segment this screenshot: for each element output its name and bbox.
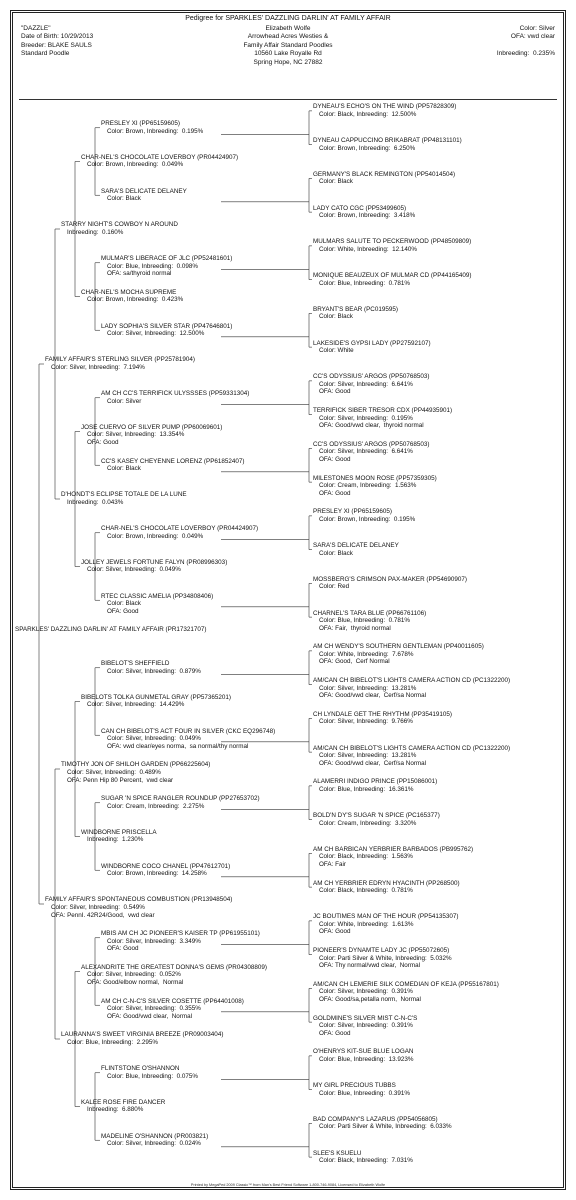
dog-name: MONIQUE BEAUZEUX OF MULMAR CD (PP44165409) <box>313 272 472 280</box>
dog-detail: Color: Black <box>319 313 353 321</box>
dog-entry <box>101 255 232 278</box>
dog-detail: Color: Brown, Inbreeding: 6.250% <box>319 144 416 152</box>
dog-name: WINDBORNE PRISCELLA <box>81 828 157 836</box>
dog-name: AM CH CC'S TERRIFICK ULYSSSES (PP59331304) <box>101 390 250 398</box>
dog-name: MILESTONES MOON ROSE (PP57359305) <box>313 474 437 482</box>
dog-detail: OFA: Good/vwd clear, thyroid normal <box>319 422 424 430</box>
dog-name: AM CH C-N-C'S SILVER COSETTE (PP64401008) <box>101 997 244 1005</box>
dog-name: AM/CAN CH BIBELOT'S LIGHTS CAMERA ACTION CD (PC1322200) <box>313 744 511 752</box>
dog-entry <box>101 998 244 1021</box>
dog-name: CH LYNDALE GET THE RHYTHM (PP35419105) <box>313 710 452 718</box>
dog-detail: Color: Blue, Inbreeding: 16.361% <box>319 785 414 793</box>
dog-detail: Inbreeding: 0.043% <box>67 498 124 506</box>
left-line: Date of Birth: 10/29/2013 <box>21 33 94 41</box>
dog-entry <box>313 475 437 498</box>
dog-entry <box>313 205 415 220</box>
dog-detail: Color: Silver, Inbreeding: 13.281% <box>319 684 417 692</box>
dog-name: AM CH BARBICAN YERBRIER BARBADOS (PB995762) <box>313 845 474 853</box>
dog-detail: Color: Silver, Inbreeding: 0.049% <box>87 566 181 574</box>
dog-name: CAN CH BIBELOT'S ACT FOUR IN SILVER (CKC EQ296748) <box>101 727 276 735</box>
dog-entry <box>313 880 460 895</box>
dog-entry <box>101 120 203 135</box>
dog-detail: OFA: Good <box>107 945 139 953</box>
dog-entry <box>101 1133 208 1148</box>
dog-entry <box>313 238 471 253</box>
dog-detail: OFA: Good <box>319 928 351 936</box>
dog-detail: Color: Brown, Inbreeding: 0.049% <box>107 532 204 540</box>
dog-detail: OFA: Good/vwd clear, Normal <box>107 1012 193 1020</box>
dog-name: SUGAR 'N SPICE RANGLER ROUNDUP (PP27653702) <box>101 795 260 803</box>
dog-detail: Color: Blue, Inbreeding: 0.391% <box>319 1089 411 1097</box>
dog-name: FAMILY AFFAIR'S STERLING SILVER (PP25781904) <box>45 356 195 364</box>
dog-entry <box>313 1116 452 1131</box>
dog-detail: OFA: Good <box>319 489 351 497</box>
dog-detail: Color: Cream, Inbreeding: 3.320% <box>319 819 417 827</box>
dog-name: O'HENRYS KIT-SUE BLUE LOGAN <box>313 1048 414 1056</box>
dog-name: AM CH WENDY'S SOUTHERN GENTLEMAN (PP40011605) <box>313 643 484 651</box>
dog-detail: Inbreeding: 6.880% <box>87 1106 144 1114</box>
dog-entry <box>313 778 437 793</box>
dog-entry <box>313 947 452 970</box>
dog-entry <box>81 289 183 304</box>
dog-entry <box>313 542 399 557</box>
dog-entry <box>101 863 230 878</box>
dog-name: BIBELOT'S SHEFFIELD <box>101 660 170 668</box>
dog-detail: Color: Silver, Inbreeding: 0.052% <box>87 971 181 979</box>
dog-entry <box>101 660 201 675</box>
dog-detail: Color: Silver, Inbreeding: 0.549% <box>51 903 145 911</box>
dog-detail: Color: Silver, Inbreeding: 0.049% <box>107 735 201 743</box>
dog-detail: Color: Silver, Inbreeding: 6.641% <box>319 380 413 388</box>
dog-entry <box>101 458 245 473</box>
dog-detail: OFA: vwd clear/eyes norma, sa normal/thy normal <box>107 742 249 750</box>
center-line: Arrowhead Acres Westies & <box>247 33 329 41</box>
dog-detail: Color: Brown, Inbreeding: 0.423% <box>87 296 184 304</box>
dog-entry <box>101 1065 198 1080</box>
dog-detail: Color: Blue, Inbreeding: 0.098% <box>107 262 199 270</box>
dog-entry <box>81 424 222 447</box>
dog-name: MADELINE O'SHANNON (PR003821) <box>101 1132 209 1140</box>
dog-name: SLEE'S KSUELU <box>313 1149 362 1157</box>
dog-entry <box>15 626 207 634</box>
dog-entry <box>45 356 195 371</box>
pedigree-tree-lines <box>13 13 563 1187</box>
dog-entry <box>313 373 430 396</box>
dog-name: JOSE CUERVO OF SILVER PUMP (PP60069601) <box>81 423 223 431</box>
dog-name: TERRIFICK SIBER TRESOR CDX (PP44935901) <box>313 407 453 415</box>
dog-entry <box>81 964 267 987</box>
dog-name: FLINTSTONE O'SHANNON <box>101 1065 180 1073</box>
dog-detail: Color: Silver, Inbreeding: 0.355% <box>107 1005 201 1013</box>
dog-name: DYNEAU'S ECHO'S ON THE WIND (PP57828309) <box>313 103 457 111</box>
dog-name: CHAR-NEL'S MOCHA SUPREME <box>81 288 177 296</box>
dog-detail: Color: Cream, Inbreeding: 2.275% <box>107 802 205 810</box>
dog-entry <box>101 525 258 540</box>
dog-detail: Color: Silver, Inbreeding: 9.766% <box>319 718 413 726</box>
dog-detail: OFA: sa/thyroid normal <box>107 270 172 278</box>
dog-name: KALEE ROSE FIRE DANCER <box>81 1098 166 1106</box>
dog-detail: Color: Black <box>107 600 141 608</box>
dog-name: AM/CAN CH BIBELOT'S LIGHTS CAMERA ACTION CD (PC1322200) <box>313 677 511 685</box>
dog-name: WINDBORNE COCO CHANEL (PP47612701) <box>101 862 231 870</box>
dog-name: BAD COMPANY'S LAZARUS (PP54056805) <box>313 1115 438 1123</box>
dog-detail: Color: Silver, Inbreeding: 13.281% <box>319 752 417 760</box>
dog-detail: OFA: PennI. 42R24/Good, vwd clear <box>51 911 155 919</box>
dog-detail: Color: Silver, Inbreeding: 14.429% <box>87 701 185 709</box>
dog-name: JC BOUTIMES MAN OF THE HOUR (PP54135307) <box>313 913 459 921</box>
right-line: Color: Silver <box>519 25 555 32</box>
dog-name: BIBELOTS TOLKA GUNMETAL GRAY (PP57365201) <box>81 693 232 701</box>
dog-detail: Color: Black, Inbreeding: 0.781% <box>319 887 413 895</box>
dog-entry <box>313 407 452 430</box>
dog-entry <box>313 340 431 355</box>
dog-name: LAURANNA'S SWEET VIRGINIA BREEZE (PR09003404) <box>61 1031 224 1039</box>
dog-detail: Color: Silver, Inbreeding: 0.391% <box>319 988 413 996</box>
dog-detail: Color: Black, Inbreeding: 1.563% <box>319 853 413 861</box>
dog-detail: OFA: Good/vwd clear, Cerf/sa Normal <box>319 692 427 700</box>
dog-detail: OFA: Good/elbow normal, Normal <box>87 979 184 987</box>
dog-name: AM/CAN CH LEMERIE SILK COMEDIAN OF KEJA (PP55167801) <box>313 980 499 988</box>
dog-entry <box>61 1031 223 1046</box>
dog-name: D'HONDT'S ECLIPSE TOTALE DE LA LUNE <box>61 491 187 499</box>
dog-entry <box>101 188 187 203</box>
page-title: Pedigree for SPARKLES' DAZZLING DARLIN' AT FAMILY AFFAIR <box>185 15 391 22</box>
dog-detail: Color: White, Inbreeding: 1.613% <box>319 920 414 928</box>
dog-name: BRYANT'S BEAR (PC019595) <box>313 305 398 313</box>
dog-entry <box>313 913 458 936</box>
dog-entry <box>101 795 260 810</box>
dog-entry <box>313 171 455 186</box>
dog-detail: Color: Black <box>107 195 141 203</box>
dog-detail: OFA: Fair, thyroid normal <box>319 624 391 632</box>
right-line: OFA: vwd clear <box>510 33 555 41</box>
dog-entry <box>313 306 398 321</box>
dog-name: DYNEAU CAPPUCCINO BRIKABRAT (PP48131101) <box>313 137 462 145</box>
dog-name: LAKESIDE'S GYPSI LADY (PP27592107) <box>313 339 431 347</box>
dog-detail: OFA: Good, Cerf Normal <box>319 658 390 666</box>
dog-name: CHAR-NEL'S CHOCOLATE LOVERBOY (PR04424907) <box>101 525 259 533</box>
dog-entry <box>61 761 210 784</box>
dog-entry <box>313 576 467 591</box>
dog-detail: Color: Black <box>319 549 353 557</box>
dog-entry <box>81 829 157 844</box>
dog-entry <box>81 1099 165 1114</box>
dog-detail: Color: Blue, Inbreeding: 0.075% <box>107 1072 199 1080</box>
dog-entry <box>313 812 440 827</box>
dog-detail: OFA: Good <box>319 388 351 396</box>
dog-entry <box>101 323 232 338</box>
dog-detail: OFA: Good <box>87 439 119 447</box>
dog-entry <box>101 728 275 751</box>
dog-detail: Color: Blue, Inbreeding: 2.295% <box>67 1038 159 1046</box>
dog-name: PIONEER'S DYNAMTE LADY JC (PP55072605) <box>313 947 450 955</box>
dog-detail: Color: Parti Silver & White, Inbreeding: 6.033% <box>319 1123 452 1131</box>
dog-entry <box>61 221 178 236</box>
dog-entry <box>313 1015 417 1038</box>
dog-name: SPARKLES' DAZZLING DARLIN' AT FAMILY AFFAIR (PR17321707) <box>15 626 207 634</box>
dog-entry <box>313 745 510 768</box>
dog-entry <box>45 896 232 919</box>
left-line: "DAZZLE" <box>21 25 51 32</box>
dog-detail: Color: Brown, Inbreeding: 14.258% <box>107 870 207 878</box>
dog-entry <box>313 441 430 464</box>
dog-detail: Color: Silver, Inbreeding: 12.500% <box>107 330 205 338</box>
dog-entry <box>313 711 452 726</box>
dog-entry <box>313 137 462 152</box>
dog-detail: Color: Red <box>319 583 350 591</box>
dog-entry <box>313 1150 413 1165</box>
dog-entry <box>313 1082 410 1097</box>
dog-entry <box>101 593 213 616</box>
dog-detail: OFA: Good <box>107 607 139 615</box>
dog-detail: Color: Brown, Inbreeding: 0.049% <box>87 161 184 169</box>
dog-detail: OFA: Thy normal/vwd clear, Normal <box>319 962 421 970</box>
dog-detail: Color: White, Inbreeding: 12.140% <box>319 245 418 253</box>
dog-detail: Color: Brown, Inbreeding: 0.195% <box>319 515 416 523</box>
dog-detail: Color: Blue, Inbreeding: 0.781% <box>319 279 411 287</box>
dog-name: CC'S KASEY CHEYENNE LORENZ (PP61852407) <box>101 457 245 465</box>
dog-name: JOLLEY JEWELS FORTUNE FALYN (PR08996303) <box>81 558 228 566</box>
dog-name: MULMAR'S LIBERACE OF JLC (PP52481601) <box>101 255 233 263</box>
dog-detail: OFA: Fair <box>319 860 346 868</box>
dog-detail: Color: Silver, Inbreeding: 6.641% <box>319 448 413 456</box>
footer-note: Printed by MegaPed 2009 Classic™ from Man's Best Friend Software 1-800-746-9084, Licensed to Elizabeth Wolfe <box>190 1183 386 1187</box>
dog-detail: Inbreeding: 0.160% <box>67 228 124 236</box>
center-line: 10560 Lake Royalle Rd <box>254 50 322 58</box>
dog-name: MY GIRL PRECIOUS TUBBS <box>313 1082 396 1090</box>
dog-detail: Color: Brown, Inbreeding: 0.195% <box>107 127 204 135</box>
dog-detail: Color: Black, Inbreeding: 7.031% <box>319 1157 413 1165</box>
dog-entry <box>101 390 249 405</box>
dog-name: MBIS AM CH JC PIONEER'S KAISER TP (PP61955101) <box>101 930 260 938</box>
dog-detail: Color: Silver, Inbreeding: 7.194% <box>51 363 145 371</box>
left-line: Breeder: BLAKE SAULS <box>21 41 92 49</box>
dog-detail: Color: Cream, Inbreeding: 1.563% <box>319 482 417 490</box>
center-line: Elizabeth Wolfe <box>265 25 311 32</box>
dog-name: CHARNEL'S TARA BLUE (PP66761106) <box>313 609 427 617</box>
dog-detail: Color: Silver, Inbreeding: 0.195% <box>319 414 413 422</box>
dog-entry <box>61 491 187 506</box>
dog-detail: Color: Silver, Inbreeding: 0.024% <box>107 1140 201 1148</box>
center-line: Spring Hope, NC 27882 <box>253 58 323 66</box>
dog-name: PRESLEY XI (PP65159605) <box>313 508 392 516</box>
dog-name: ALAMERRI INDIGO PRINCE (PP15086001) <box>313 778 438 786</box>
dog-entry <box>313 103 456 118</box>
dog-name: SARA'S DELICATE DELANEY <box>313 542 399 550</box>
dog-detail: Color: White <box>319 347 354 355</box>
dog-detail: Color: Silver, Inbreeding: 13.354% <box>87 431 185 439</box>
dog-entry <box>313 643 484 666</box>
dog-detail: Color: White, Inbreeding: 7.678% <box>319 650 414 658</box>
dog-name: MOSSBERG'S CRIMSON PAX-MAKER (PP54690907) <box>313 575 468 583</box>
dog-detail: Color: Parti Silver & White, Inbreeding: 5.032% <box>319 954 452 962</box>
dog-name: RTEC CLASSIC AMELIA (PP34808406) <box>101 592 214 600</box>
dog-name: LADY SOPHIA'S SILVER STAR (PP47646801) <box>101 322 233 330</box>
dog-detail: OFA: Penn Hip 80 Percent, vwd clear <box>67 776 174 784</box>
dog-detail: Color: Silver <box>107 397 142 405</box>
dog-name: CC'S ODYSSIUS' ARGOS (PP50768503) <box>313 373 430 381</box>
dog-detail: OFA: Good <box>319 1029 351 1037</box>
dog-detail: Color: Black <box>107 465 141 473</box>
dog-detail: Color: Blue, Inbreeding: 0.781% <box>319 617 411 625</box>
dog-detail: OFA: Good/vwd clear, Cerf/sa Normal <box>319 759 427 767</box>
dog-entry <box>313 846 473 869</box>
dog-entry <box>313 1048 414 1063</box>
dog-entry <box>101 930 260 953</box>
dog-name: MULMARS SALUTE TO PECKERWOOD (PP48509809) <box>313 238 472 246</box>
dog-detail: Color: Silver, Inbreeding: 0.489% <box>67 768 161 776</box>
dog-name: STARRY NIGHT'S COWBOY N AROUND <box>61 221 178 229</box>
dog-name: ALEXANDRITE THE GREATEST DONNA'S GEMS (PR04308809) <box>81 963 267 971</box>
dog-name: LADY CATO CGC (PP53499605) <box>313 204 407 212</box>
dog-entry <box>313 272 472 287</box>
dog-name: SARA'S DELICATE DELANEY <box>101 187 187 195</box>
dog-name: PRESLEY XI (PP65159605) <box>101 120 180 128</box>
dog-detail: Color: Brown, Inbreeding: 3.418% <box>319 212 416 220</box>
dog-name: GOLDMINE'S SILVER MIST C-N-C'S <box>313 1014 418 1022</box>
dog-detail: Color: Black <box>319 178 353 186</box>
center-line: Family Affair Standard Poodles <box>243 41 333 49</box>
dog-name: TIMOTHY JON OF SHILOH GARDEN (PP66225604) <box>61 761 211 769</box>
dog-detail: OFA: Good/sa,petalla norm, Normal <box>319 995 421 1003</box>
dog-entry <box>81 559 227 574</box>
dog-name: CHAR-NEL'S CHOCOLATE LOVERBOY (PR04424907) <box>81 153 239 161</box>
dog-detail: Color: Silver, Inbreeding: 3.349% <box>107 937 201 945</box>
dog-name: FAMILY AFFAIR'S SPONTANEOUS COMBUSTION (PR13948504) <box>45 896 233 904</box>
left-line: Standard Poodle <box>21 50 70 58</box>
dog-name: GERMANY'S BLACK REMINGTON (PP54014504) <box>313 170 456 178</box>
dog-name: BOLD'N DY'S SUGAR 'N SPICE (PC165377) <box>313 812 440 820</box>
pedigree-page <box>10 10 566 1190</box>
dog-entry <box>81 154 238 169</box>
subject-inbreeding: Inbreeding: 0.235% <box>496 50 555 57</box>
dog-detail: Color: Silver, Inbreeding: 0.879% <box>107 667 201 675</box>
dog-detail: OFA: Good <box>319 455 351 463</box>
dog-detail: Color: Silver, Inbreeding: 0.391% <box>319 1022 413 1030</box>
dog-name: CC'S ODYSSIUS' ARGOS (PP50768503) <box>313 440 430 448</box>
dog-entry <box>81 694 231 709</box>
dog-entry <box>313 508 415 523</box>
dog-detail: Inbreeding: 1.230% <box>87 836 144 844</box>
dog-entry <box>313 981 499 1004</box>
dog-detail: Color: Black, Inbreeding: 12.500% <box>319 110 417 118</box>
dog-entry <box>313 677 510 700</box>
dog-detail: Color: Blue, Inbreeding: 13.923% <box>319 1055 414 1063</box>
dog-entry <box>313 610 426 633</box>
dog-name: AM CH YERBRIER EDRYN HYACINTH (PP268500) <box>313 879 460 887</box>
